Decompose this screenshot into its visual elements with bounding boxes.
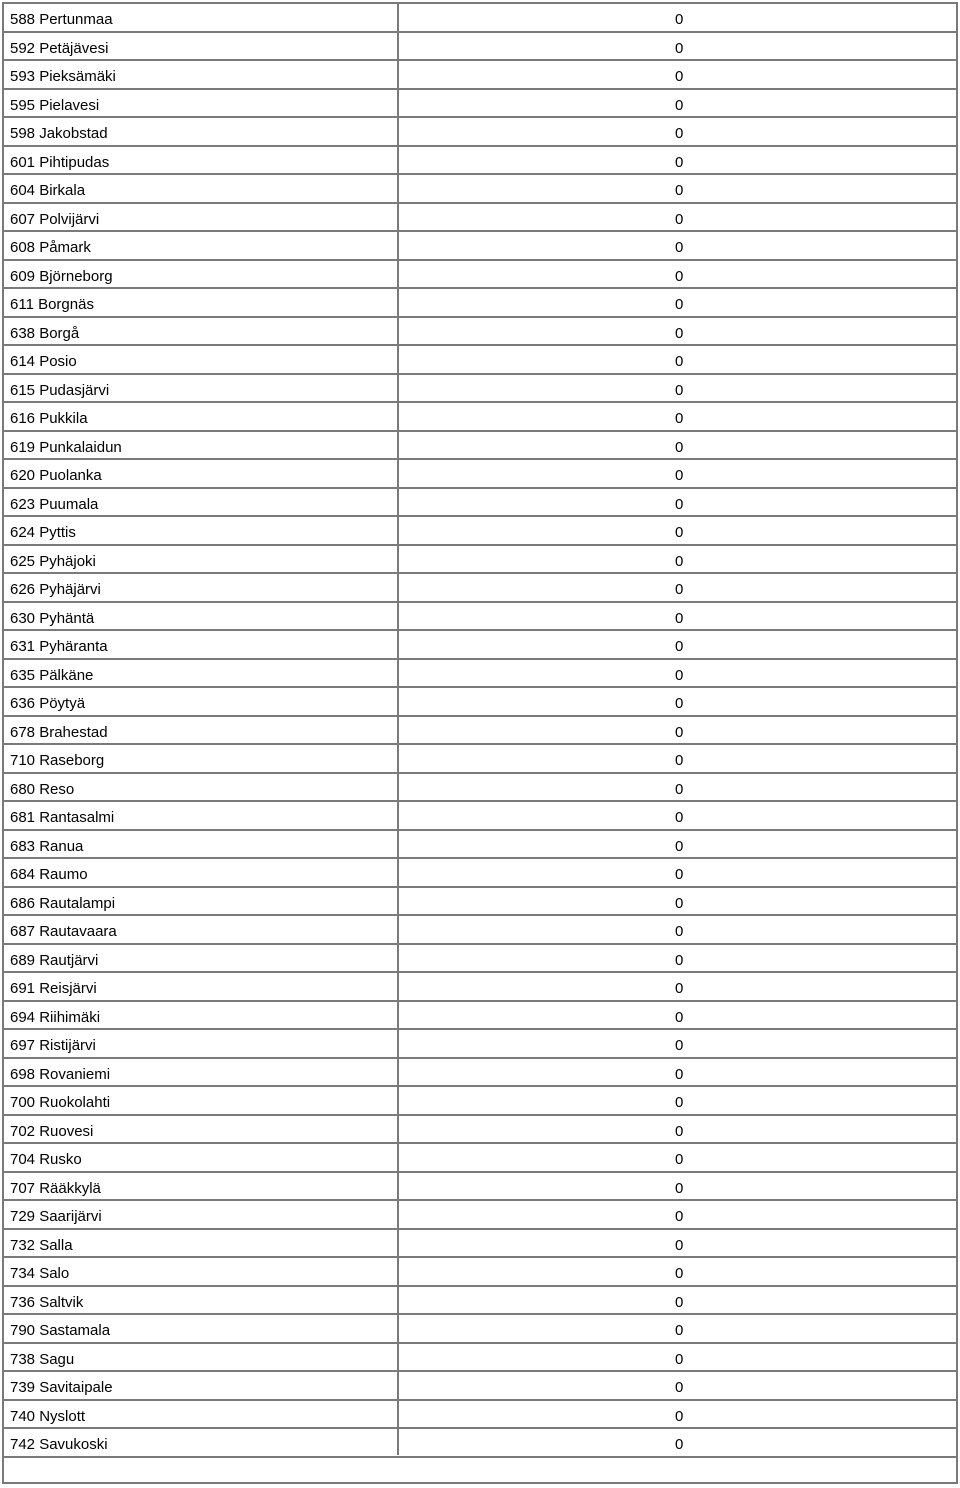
municipality-name-cell: 609 Björneborg xyxy=(10,267,113,285)
value-cell: 0 xyxy=(675,609,684,627)
municipality-name-cell: 616 Pukkila xyxy=(10,410,88,427)
table-row xyxy=(4,973,956,1002)
municipality-name-cell: 739 Savitaipale xyxy=(10,1379,113,1396)
value-cell: 0 xyxy=(675,894,684,912)
municipality-name-cell: 630 Pyhäntä xyxy=(10,609,95,627)
table-row xyxy=(4,831,956,860)
value-cell: 0 xyxy=(675,495,684,513)
municipality-name-cell: 704 Rusko xyxy=(10,1151,82,1168)
table-row xyxy=(4,204,956,233)
table-row xyxy=(4,33,956,62)
table-row xyxy=(4,888,956,917)
municipality-name-cell: 592 Petäjävesi xyxy=(10,39,109,57)
municipality-name-cell: 738 Sagu xyxy=(10,1350,75,1368)
municipality-name-cell: 638 Borgå xyxy=(10,324,80,342)
table-row xyxy=(4,660,956,689)
table-row xyxy=(4,1030,956,1059)
table-row xyxy=(4,90,956,119)
municipality-name-cell: 636 Pöytyä xyxy=(10,695,86,712)
table-row xyxy=(4,574,956,603)
municipality-name-cell: 710 Raseborg xyxy=(10,752,105,769)
municipality-name-cell: 625 Pyhäjoki xyxy=(10,552,96,570)
value-cell: 0 xyxy=(675,153,684,171)
table-row xyxy=(4,1230,956,1259)
table-row xyxy=(4,1315,956,1344)
municipality-name-cell: 707 Rääkkylä xyxy=(10,1179,101,1197)
municipality-name-cell: 740 Nyslott xyxy=(10,1407,86,1425)
value-cell: 0 xyxy=(675,1122,684,1140)
value-cell: 0 xyxy=(675,1151,684,1168)
municipality-name-cell: 608 Påmark xyxy=(10,239,91,256)
value-cell: 0 xyxy=(675,68,684,85)
municipality-name-cell: 694 Riihimäki xyxy=(10,1008,101,1026)
value-cell: 0 xyxy=(675,638,684,655)
table-row xyxy=(4,945,956,974)
value-cell: 0 xyxy=(675,96,684,114)
municipality-name-cell: 614 Posio xyxy=(10,353,77,370)
value-cell: 0 xyxy=(675,381,684,399)
value-cell: 0 xyxy=(675,951,684,969)
municipality-name-cell: 619 Punkalaidun xyxy=(10,438,122,456)
municipality-name-cell: 615 Pudasjärvi xyxy=(10,381,110,399)
municipality-name-cell: 588 Pertunmaa xyxy=(10,11,113,28)
table-row xyxy=(4,631,956,660)
municipality-name-cell: 684 Raumo xyxy=(10,866,88,883)
municipality-name-cell: 626 Pyhäjärvi xyxy=(10,581,101,598)
municipality-name-cell: 604 Birkala xyxy=(10,182,86,199)
table-row xyxy=(4,175,956,204)
value-cell: 0 xyxy=(675,210,684,228)
value-cell: 0 xyxy=(675,182,684,199)
value-cell: 0 xyxy=(675,524,684,541)
municipality-table xyxy=(2,2,958,1484)
value-cell: 0 xyxy=(675,866,684,883)
value-cell: 0 xyxy=(675,1065,684,1083)
table-row xyxy=(4,717,956,746)
table-row xyxy=(4,346,956,375)
value-cell: 0 xyxy=(675,1008,684,1026)
table-row xyxy=(4,261,956,290)
table-row xyxy=(4,1144,956,1173)
table-row xyxy=(4,432,956,461)
table-row xyxy=(4,1287,956,1316)
table-row xyxy=(4,4,956,33)
table-row xyxy=(4,745,956,774)
municipality-name-cell: 631 Pyhäranta xyxy=(10,638,108,655)
table-row xyxy=(4,289,956,318)
table-row xyxy=(4,1173,956,1202)
table-row xyxy=(4,318,956,347)
municipality-name-cell: 683 Ranua xyxy=(10,837,84,855)
table-row xyxy=(4,1087,956,1116)
value-cell: 0 xyxy=(675,552,684,570)
municipality-name-cell: 697 Ristijärvi xyxy=(10,1037,96,1054)
table-row xyxy=(4,916,956,945)
municipality-name-cell: 593 Pieksämäki xyxy=(10,68,116,85)
value-cell: 0 xyxy=(675,239,684,256)
table-row xyxy=(4,546,956,575)
table-row xyxy=(4,688,956,717)
value-cell: 0 xyxy=(675,837,684,855)
municipality-name-cell: 702 Ruovesi xyxy=(10,1122,94,1140)
value-cell: 0 xyxy=(675,467,684,484)
table-row xyxy=(4,147,956,176)
value-cell: 0 xyxy=(675,1236,684,1254)
municipality-name-cell: 620 Puolanka xyxy=(10,467,102,484)
value-cell: 0 xyxy=(675,1407,684,1425)
municipality-name-cell: 734 Salo xyxy=(10,1265,70,1282)
value-cell: 0 xyxy=(675,666,684,684)
municipality-name-cell: 736 Saltvik xyxy=(10,1293,84,1311)
municipality-name-cell: 680 Reso xyxy=(10,780,75,798)
municipality-name-cell: 689 Rautjärvi xyxy=(10,951,99,969)
municipality-name-cell: 624 Pyttis xyxy=(10,524,76,541)
municipality-name-cell: 686 Rautalampi xyxy=(10,894,116,912)
value-cell: 0 xyxy=(675,125,684,142)
value-cell: 0 xyxy=(675,1094,684,1111)
municipality-name-cell: 687 Rautavaara xyxy=(10,923,117,940)
value-cell: 0 xyxy=(675,1179,684,1197)
municipality-name-cell: 635 Pälkäne xyxy=(10,666,94,684)
municipality-name-cell: 691 Reisjärvi xyxy=(10,980,97,997)
value-cell: 0 xyxy=(675,39,684,57)
municipality-name-cell: 598 Jakobstad xyxy=(10,125,108,142)
value-cell: 0 xyxy=(675,1436,684,1453)
table-row xyxy=(4,1258,956,1287)
empty-table-row xyxy=(4,1458,956,1487)
value-cell: 0 xyxy=(675,780,684,798)
value-cell: 0 xyxy=(675,1322,684,1339)
value-cell: 0 xyxy=(675,1265,684,1282)
municipality-name-cell: 732 Salla xyxy=(10,1236,73,1254)
municipality-name-cell: 742 Savukoski xyxy=(10,1436,108,1453)
municipality-name-cell: 601 Pihtipudas xyxy=(10,153,110,171)
value-cell: 0 xyxy=(675,1379,684,1396)
table-row xyxy=(4,403,956,432)
value-cell: 0 xyxy=(675,296,684,313)
municipality-name-cell: 678 Brahestad xyxy=(10,723,108,741)
municipality-name-cell: 790 Sastamala xyxy=(10,1322,111,1339)
municipality-name-cell: 681 Rantasalmi xyxy=(10,809,115,826)
table-row xyxy=(4,603,956,632)
table-row xyxy=(4,1344,956,1373)
table-row xyxy=(4,489,956,518)
value-cell: 0 xyxy=(675,1350,684,1368)
table-row xyxy=(4,118,956,147)
value-cell: 0 xyxy=(675,1037,684,1054)
value-cell: 0 xyxy=(675,752,684,769)
value-cell: 0 xyxy=(675,11,684,28)
table-row xyxy=(4,1116,956,1145)
value-cell: 0 xyxy=(675,581,684,598)
table-row xyxy=(4,1002,956,1031)
table-row xyxy=(4,375,956,404)
value-cell: 0 xyxy=(675,1208,684,1225)
value-cell: 0 xyxy=(675,438,684,456)
table-row xyxy=(4,1372,956,1401)
value-cell: 0 xyxy=(675,695,684,712)
table-row xyxy=(4,1201,956,1230)
table-row xyxy=(4,61,956,90)
municipality-name-cell: 698 Rovaniemi xyxy=(10,1065,111,1083)
table-row xyxy=(4,859,956,888)
municipality-name-cell: 607 Polvijärvi xyxy=(10,210,100,228)
table-row xyxy=(4,1401,956,1430)
table-row xyxy=(4,460,956,489)
value-cell: 0 xyxy=(675,410,684,427)
municipality-name-cell: 623 Puumala xyxy=(10,495,99,513)
municipality-name-cell: 595 Pielavesi xyxy=(10,96,100,114)
table-row xyxy=(4,802,956,831)
value-cell: 0 xyxy=(675,809,684,826)
value-cell: 0 xyxy=(675,353,684,370)
municipality-name-cell: 700 Ruokolahti xyxy=(10,1094,111,1111)
value-cell: 0 xyxy=(675,267,684,285)
value-cell: 0 xyxy=(675,324,684,342)
value-cell: 0 xyxy=(675,923,684,940)
value-cell: 0 xyxy=(675,723,684,741)
value-cell: 0 xyxy=(675,1293,684,1311)
municipality-name-cell: 611 Borgnäs xyxy=(10,296,94,313)
table-row xyxy=(4,232,956,261)
municipality-name-cell: 729 Saarijärvi xyxy=(10,1208,102,1225)
table-row xyxy=(4,1429,956,1458)
table-row xyxy=(4,774,956,803)
value-cell: 0 xyxy=(675,980,684,997)
table-row xyxy=(4,517,956,546)
table-row xyxy=(4,1059,956,1088)
